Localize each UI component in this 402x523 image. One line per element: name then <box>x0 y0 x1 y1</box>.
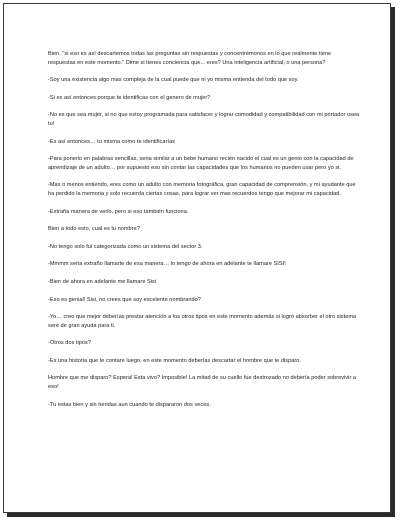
paragraph-12: -Bien de ahora en adelante me llamare Sisi <box>48 278 157 285</box>
paragraph-13: -Eso es genial! Sisi, no crees que soy excelente nombrando? <box>48 296 201 303</box>
paragraph-17: Hombre que me disparo? Espera! Esta vivo? Imposible! La mitad de su cuello fue destrozado no debería poder sobrevivir a eso! <box>48 375 357 391</box>
paragraph-1: Bien. "si eso es así descartemos todas las preguntas sin respuestas y concentrémonos en lo que realmente tiene respuestas en este momento." Dime si tienes conciencia que... eres? Una inteligencia artificial, o una persona? <box>48 51 332 66</box>
paragraph-6: -Para ponerlo en palabras sencillas, seria similar a un bebe humano recién nacido el cual es un genio con la capacidad de aprendizaje de un adulto… por supuesto eso sin contar las capacidades que los humanos no pueden usar pero yo si. <box>48 156 354 171</box>
paragraph-15: -Otros dos tipos? <box>48 340 91 347</box>
paragraph-14: -Yo… creo que mejor deberías prestar atención a los otros tipos en este momento además si logró absorber el otro sistema seré de gran ayuda para ti. <box>48 314 357 329</box>
paragraph-18: -Tu estas bien y sin heridas aun cuando te dispararon dos veces. <box>48 401 211 408</box>
paragraph-2: -Soy una existencia algo mas compleja de la cual puede que ni yo misma entienda del todo que soy. <box>48 77 299 84</box>
paragraph-7: -Mas o menos entiendo, eres como un adulto con memoria fotográfica, gran capacidad de comprensión, y mi ayudante que ha perdido la memoria y solo recuerda ciertas cosas, para lograr ver mas recuerdos tengo que mejorar mi capacidad. <box>48 182 356 197</box>
paragraph-4: -No es que sea mujer, si no que estoy programada para satisfacer y lograr comodidad y compatibilidad con mi portador osea tu! <box>48 112 360 127</box>
paragraph-8: -Extraña manera de verlo, pero si eso también funciona. <box>48 208 189 215</box>
document-body <box>48 50 360 409</box>
paragraph-3: -Si es así entonces porque te identificas con el genero de mujer? <box>48 94 211 101</box>
paragraph-16: -Es una historia que te contare luego, en este momento deberías descartar el hombre que te disparo. <box>48 357 301 364</box>
paragraph-11: -Mmmm seria extraño llamarte de esa manera… lo tengo de ahora en adelante te llamare SISI! <box>48 261 286 268</box>
document-page <box>3 3 391 513</box>
paragraph-5: -Es así entonces… tu misma como te identificarías <box>48 138 175 145</box>
paragraph-10: -No tengo solo fui categorizada como un sistema del sector 3. <box>48 243 203 250</box>
paragraph-9: Bien a todo esto, cual es tu nombre? <box>48 226 140 233</box>
